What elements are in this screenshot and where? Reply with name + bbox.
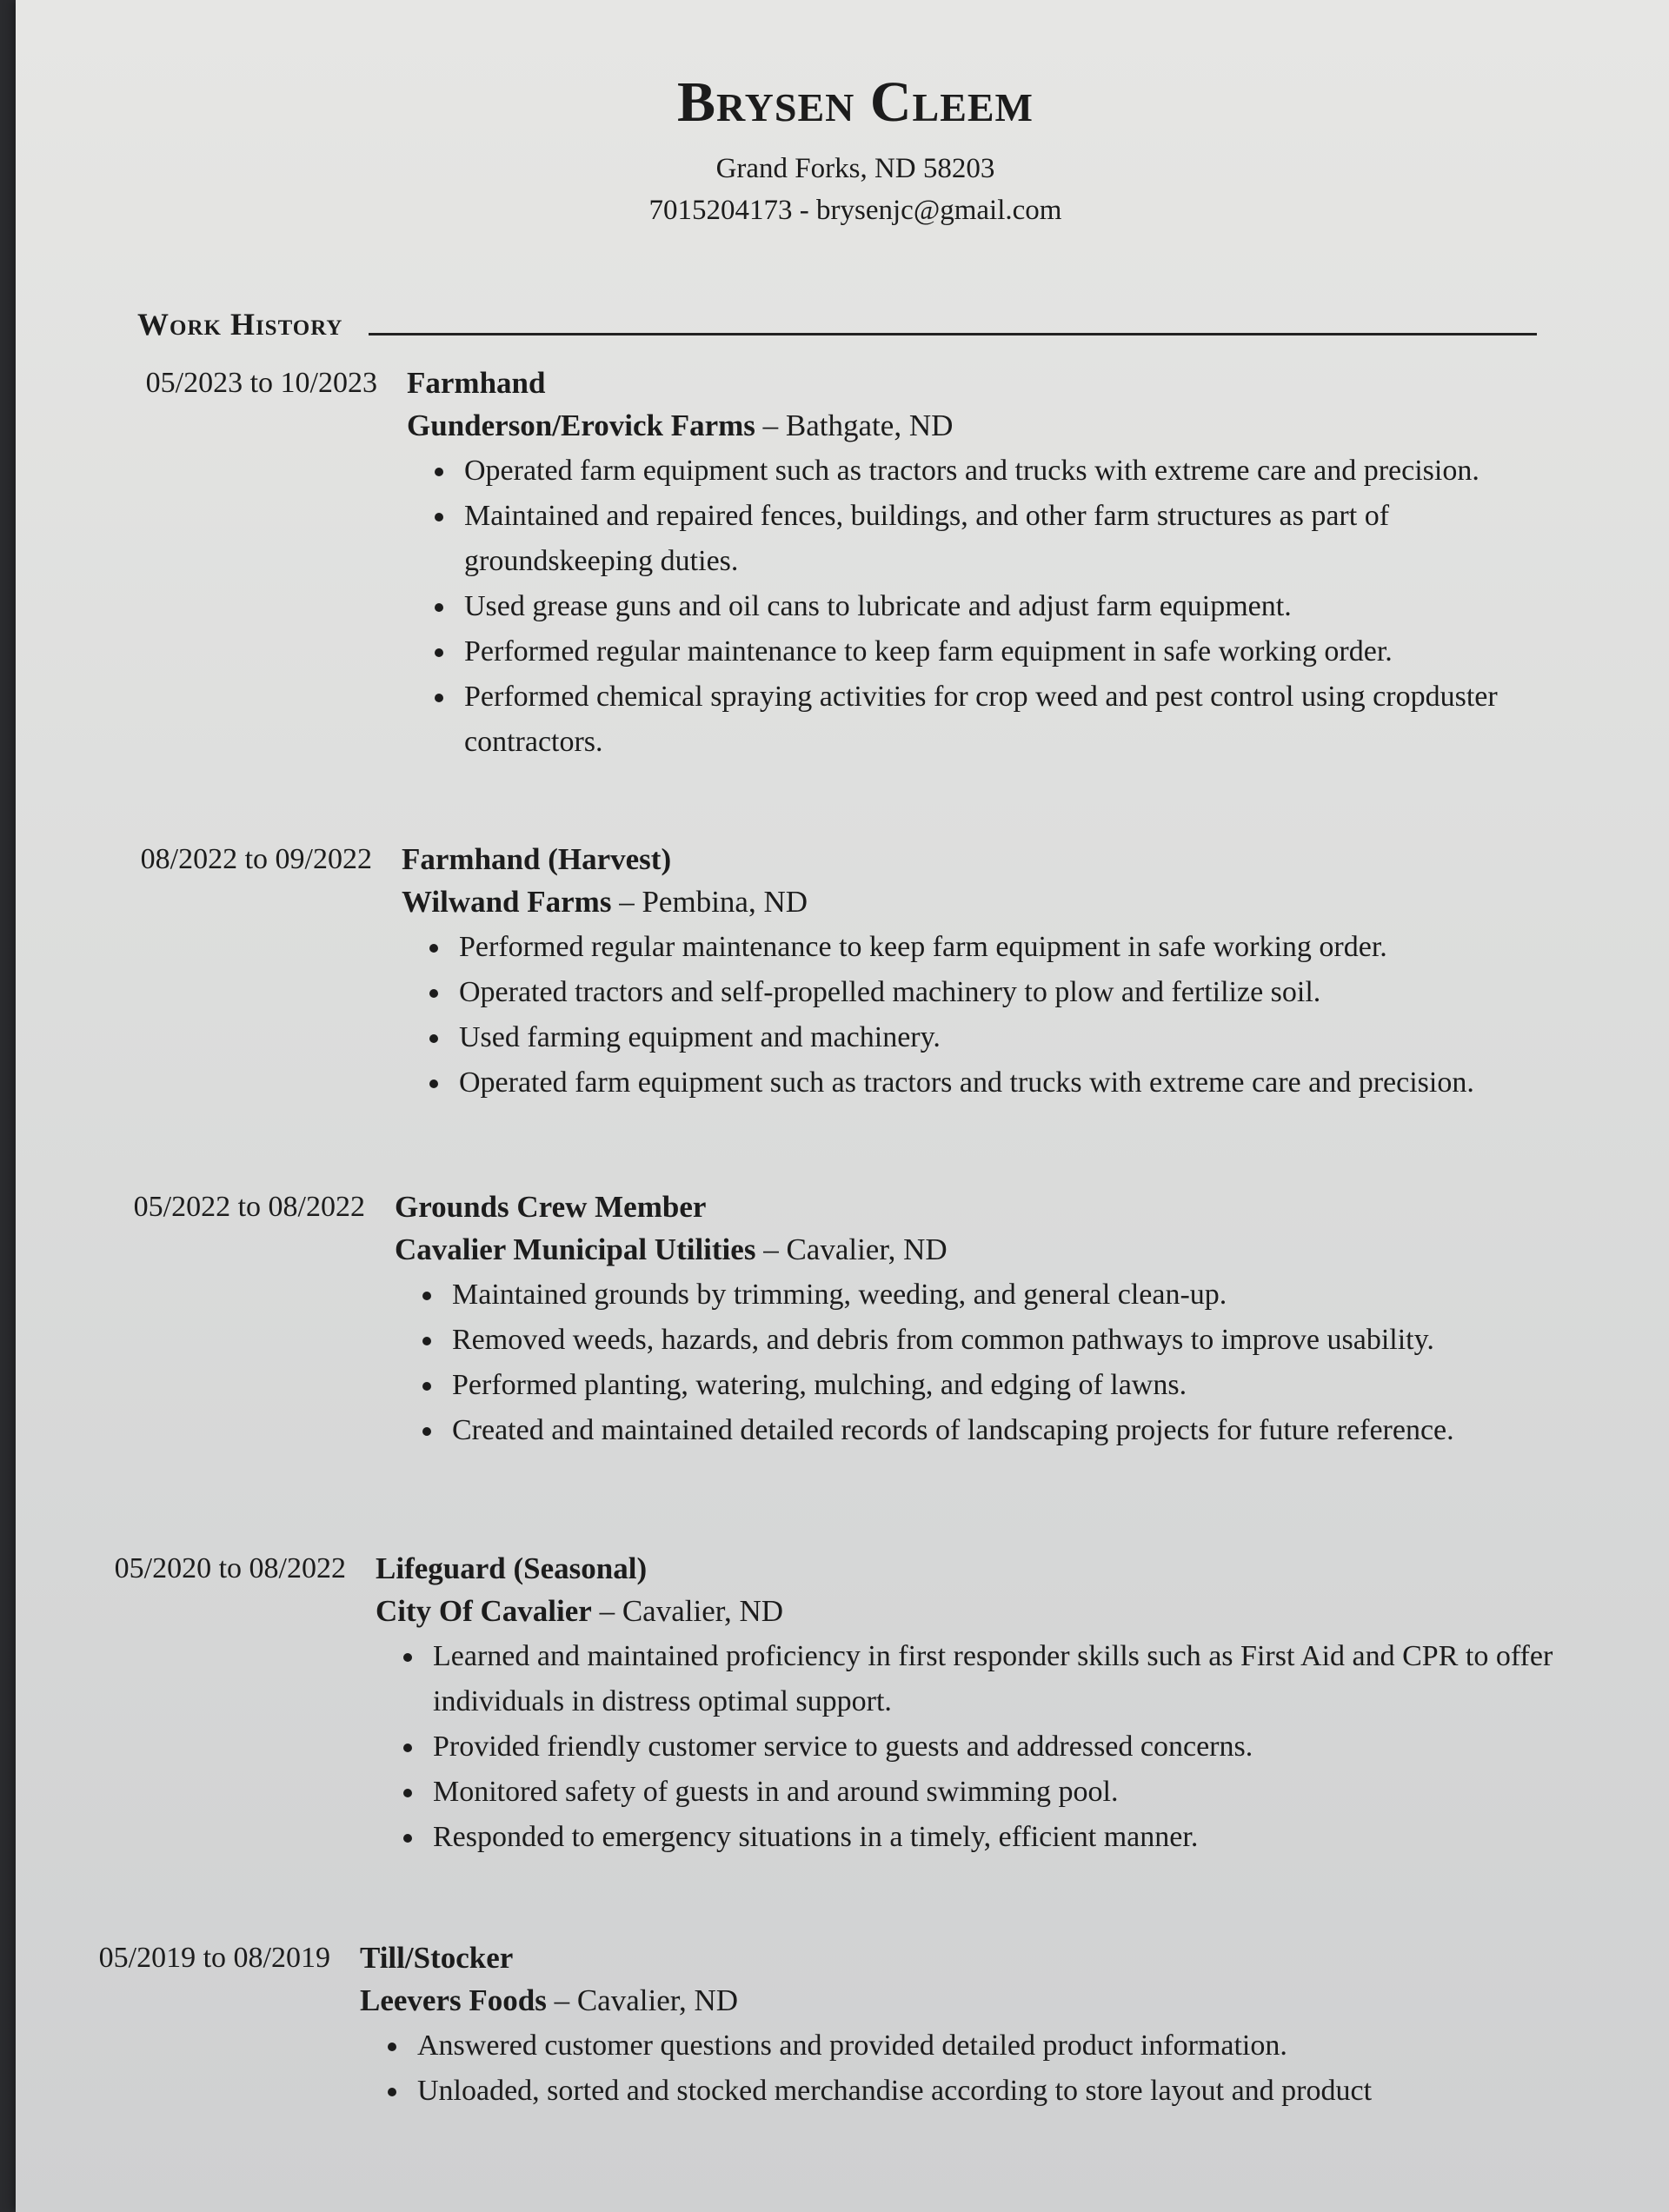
employer-location: – Pembina, ND [611, 885, 808, 919]
employer-name: Gunderson/Erovick Farms [407, 409, 755, 442]
job-employer [376, 1589, 1575, 1634]
duty-item: Performed planting, watering, mulching, and edging of lawns. [395, 1363, 1577, 1408]
job-dates: 05/2022 to 08/2022 [133, 1191, 365, 1223]
duty-item: Removed weeds, hazards, and debris from common pathways to improve usability. [395, 1318, 1577, 1363]
duty-item: Used farming equipment and machinery. [402, 1015, 1537, 1060]
job-entry [98, 1938, 1603, 2114]
section-divider [369, 333, 1537, 335]
phone-email: 7015204173 - brysenjc@gmail.com [648, 195, 1062, 226]
job-duties [407, 448, 1537, 765]
job-employer [360, 1978, 1603, 2023]
job-dates: 05/2019 to 08/2019 [98, 1942, 330, 1974]
job-employer [402, 880, 1537, 925]
job-duties [360, 2023, 1603, 2114]
employer-location: – Cavalier, ND [591, 1594, 784, 1628]
duty-item: Created and maintained detailed records of landscaping projects for future reference. [395, 1408, 1577, 1453]
employer-location: – Cavalier, ND [546, 1983, 739, 2017]
job-entry [145, 363, 1537, 765]
duty-item: Unloaded, sorted and stocked merchandise according to store layout and product [360, 2069, 1603, 2114]
job-employer [395, 1227, 1577, 1272]
job-title: Farmhand (Harvest) [402, 842, 672, 876]
employer-location: – Bathgate, ND [755, 409, 954, 442]
duty-item: Responded to emergency situations in a timely, efficient manner. [376, 1815, 1575, 1860]
duty-item: Maintained grounds by trimming, weeding, and general clean-up. [395, 1272, 1577, 1318]
job-title: Till/Stocker [360, 1941, 514, 1975]
job-title: Farmhand [407, 366, 546, 400]
job-duties [395, 1272, 1577, 1453]
resume-page [16, 0, 1669, 2212]
duty-item: Operated farm equipment such as tractors and trucks with extreme care and precision. [402, 1060, 1537, 1106]
address: Grand Forks, ND 58203 [715, 153, 995, 184]
job-duties [402, 925, 1537, 1106]
duty-item: Maintained and repaired fences, buildings, and other farm structures as part of groundskeeping duties. [407, 494, 1537, 584]
section-title: Work History [137, 307, 343, 342]
job-entry [140, 840, 1537, 1106]
duty-item: Monitored safety of guests in and around swimming pool. [376, 1770, 1575, 1815]
duty-item: Provided friendly customer service to guests and addressed concerns. [376, 1724, 1575, 1770]
employer-name: Cavalier Municipal Utilities [395, 1232, 756, 1266]
duty-item: Operated farm equipment such as tractors and trucks with extreme care and precision. [407, 448, 1537, 494]
employer-name: Leevers Foods [360, 1983, 547, 2017]
job-entry [133, 1187, 1577, 1453]
job-dates: 05/2020 to 08/2022 [114, 1552, 346, 1584]
job-entry [114, 1549, 1575, 1860]
job-employer [407, 403, 1537, 448]
candidate-name: Brysen Cleem [677, 70, 1034, 134]
resume-header [16, 70, 1669, 231]
duty-item: Answered customer questions and provided detailed product information. [360, 2023, 1603, 2069]
job-dates: 05/2023 to 10/2023 [145, 367, 377, 399]
work-history-heading [137, 306, 1537, 342]
job-title: Lifeguard (Seasonal) [376, 1551, 648, 1585]
duty-item: Operated tractors and self-propelled machinery to plow and fertilize soil. [402, 970, 1537, 1015]
job-title: Grounds Crew Member [395, 1190, 707, 1224]
employer-location: – Cavalier, ND [755, 1232, 948, 1266]
duty-item: Performed regular maintenance to keep farm equipment in safe working order. [407, 629, 1537, 674]
duty-item: Used grease guns and oil cans to lubricate and adjust farm equipment. [407, 584, 1537, 629]
duty-item: Performed chemical spraying activities for crop weed and pest control using cropduster contractors. [407, 674, 1537, 765]
duty-item: Learned and maintained proficiency in first responder skills such as First Aid and CPR to offer individuals in distress optimal support. [376, 1634, 1575, 1724]
duty-item: Performed regular maintenance to keep farm equipment in safe working order. [402, 925, 1537, 970]
job-duties [376, 1634, 1575, 1860]
job-dates: 08/2022 to 09/2022 [140, 843, 372, 875]
employer-name: Wilwand Farms [402, 885, 612, 919]
employer-name: City Of Cavalier [376, 1594, 592, 1628]
contact-info [42, 148, 1669, 231]
